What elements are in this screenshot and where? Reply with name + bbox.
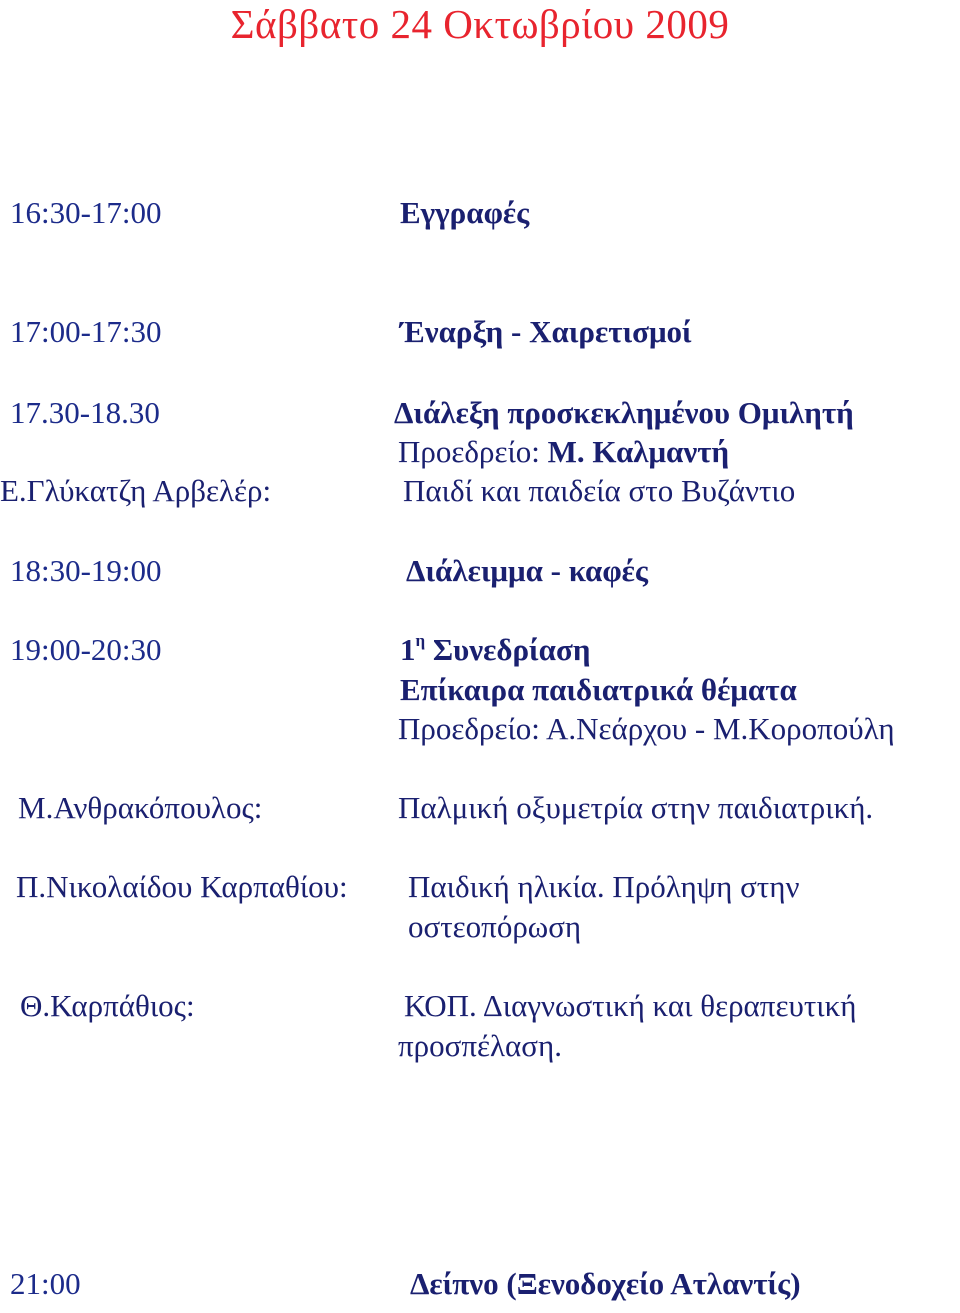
page-title: Σάββατο 24 Οκτωβρίου 2009 [230,1,730,47]
session1-chair: Προεδρείο: Α.Νεάρχου - Μ.Κοροπούλη [398,711,895,746]
session1-subtitle: Επίκαιρα παιδιατρικά θέματα [400,672,797,707]
talk1-speaker: Μ.Ανθρακόπουλος: [18,790,263,825]
talk3-title-line2: προσπέλαση. [398,1028,562,1063]
dinner-time: 21:00 [10,1266,81,1301]
break-title: Διάλειμμα - καφές [406,553,648,588]
session1-number: 1 [400,632,416,667]
opening-title: Έναρξη - Χαιρετισμοί [400,314,692,349]
registration-time: 16:30-17:00 [10,195,162,230]
opening-time: 17:00-17:30 [10,314,162,349]
break-time: 18:30-19:00 [10,553,162,588]
lecture-chair [398,436,729,467]
lecture-talk: Παιδί και παιδεία στο Βυζάντιο [403,473,796,508]
talk2-title-line2: οστεοπόρωση [408,909,582,944]
talk2-title: Παιδική ηλικία. Πρόληψη στην [408,869,800,904]
lecture-chair-names: Μ. Καλμαντή [547,434,730,469]
talk2-speaker: Π.Νικολαίδου Καρπαθίου: [16,869,348,904]
dinner-title: Δείπνο (Ξενοδοχείο Ατλαντίς) [410,1266,801,1301]
session1-number-sup: η [415,631,426,650]
lecture-title: Διάλεξη προσκεκλημένου Ομιλητή [394,395,854,430]
lecture-speaker: Ε.Γλύκατζη Αρβελέρ: [0,473,272,508]
session1-time: 19:00-20:30 [10,632,162,667]
session1-heading [400,631,591,667]
lecture-chair-label: Προεδρείο: [398,434,548,469]
talk3-title: ΚΟΠ. Διαγνωστική και θεραπευτική [404,988,857,1023]
talk3-speaker: Θ.Καρπάθιος: [20,988,195,1023]
session1-title: Συνεδρίαση [432,632,591,667]
registration-title: Εγγραφές [400,195,530,230]
lecture-time: 17.30-18.30 [10,395,160,430]
talk1-title: Παλμική οξυμετρία στην παιδιατρική. [398,790,874,825]
